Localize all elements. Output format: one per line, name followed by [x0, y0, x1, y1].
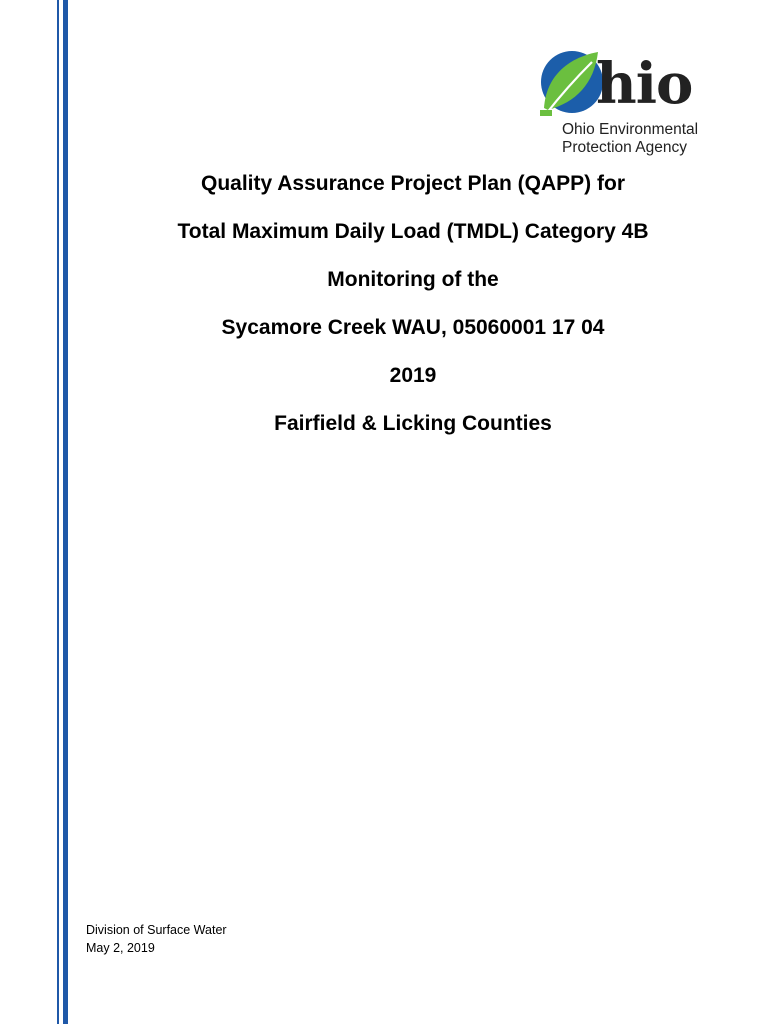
- title-line: Sycamore Creek WAU, 05060001 17 04: [221, 316, 605, 339]
- logo-wordmark: hio: [596, 51, 693, 117]
- left-margin-rule-thin: [57, 0, 59, 1024]
- document-title: [68, 172, 758, 436]
- ohio-epa-logo: [536, 44, 726, 160]
- title-line: Total Maximum Daily Load (TMDL) Category 4B: [177, 220, 649, 243]
- logo-tagline-line1: Ohio Environmental: [562, 121, 699, 138]
- title-line: Quality Assurance Project Plan (QAPP) for: [201, 172, 625, 195]
- title-line: Monitoring of the: [327, 268, 499, 291]
- document-footer: [86, 921, 227, 957]
- title-line: Fairfield & Licking Counties: [274, 412, 552, 435]
- title-line: 2019: [389, 364, 437, 387]
- document-date: May 2, 2019: [86, 941, 155, 955]
- left-margin-rule-thick: [63, 0, 68, 1024]
- logo-tagline-line2: Protection Agency: [562, 139, 687, 156]
- division-name: Division of Surface Water: [86, 923, 227, 937]
